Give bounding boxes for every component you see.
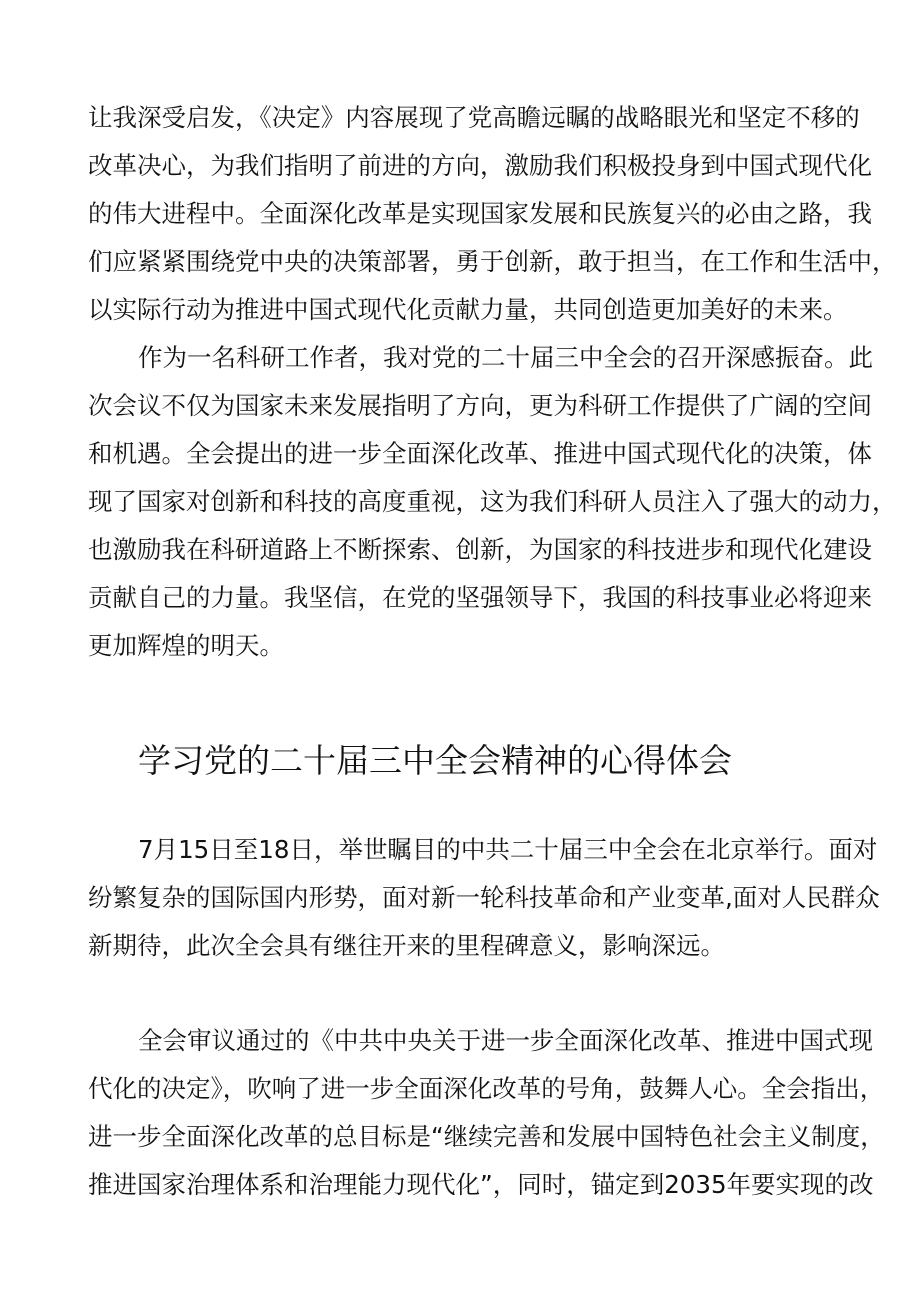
paragraph-line: 改革决心，为我们指明了前进的方向，激励我们积极投身到中国式现代化 bbox=[88, 151, 872, 180]
paragraph-line: 让我深受启发，《决定》内容展现了党高瞻远瞩的战略眼光和坚定不移的 bbox=[88, 103, 860, 132]
paragraph-line: 推进国家治理体系和治理能力现代化”，同时，锚定到2035年要实现的改 bbox=[88, 1170, 874, 1199]
paragraph-line: 以实际行动为推进中国式现代化贡献力量，共同创造更加美好的未来。 bbox=[88, 295, 848, 324]
paragraph-line: 也激励我在科研道路上不断探索、创新，为国家的科技进步和现代化建设 bbox=[88, 535, 872, 564]
paragraph-line: 的伟大进程中。全面深化改革是实现国家发展和民族复兴的必由之路，我 bbox=[88, 199, 872, 228]
paragraph-line: 代化的决定》，吹响了进一步全面深化改革的号角，鼓舞人心。全会指出， bbox=[88, 1074, 885, 1103]
paragraph-line: 贡献自己的力量。我坚信，在党的坚强领导下，我国的科技事业必将迎来 bbox=[88, 583, 872, 612]
paragraph-4 bbox=[88, 1017, 885, 1209]
paragraph-line: 进一步全面深化改革的总目标是“继续完善和发展中国特色社会主义制度， bbox=[88, 1122, 885, 1151]
paragraph-line: 次会议不仅为国家未来发展指明了方向，更为科研工作提供了广阔的空间 bbox=[88, 391, 872, 420]
paragraph-line: 和机遇。全会提出的进一步全面深化改革、推进中国式现代化的决策，体 bbox=[88, 439, 872, 468]
paragraph-line: 7月15日至18日，举世瞩目的中共二十届三中全会在北京举行。面对 bbox=[138, 835, 878, 864]
paragraph-1 bbox=[88, 94, 897, 334]
paragraph-line: 现了国家对创新和科技的高度重视，这为我们科研人员注入了强大的动力， bbox=[88, 487, 897, 516]
paragraph-line: 全会审议通过的《中共中央关于进一步全面深化改革、推进中国式现 bbox=[138, 1026, 873, 1055]
paragraph-2 bbox=[88, 334, 897, 670]
paragraph-line: 新期待，此次全会具有继往开来的里程碑意义，影响深远。 bbox=[88, 931, 725, 960]
paragraph-3 bbox=[88, 826, 880, 970]
paragraph-line: 更加辉煌的明天。 bbox=[88, 631, 284, 660]
paragraph-line: 们应紧紧围绕党中央的决策部署，勇于创新，敢于担当，在工作和生活中， bbox=[88, 247, 897, 276]
section-heading: 学习党的二十届三中全会精神的心得体会 bbox=[138, 741, 732, 780]
paragraph-line: 作为一名科研工作者，我对党的二十届三中全会的召开深感振奋。此 bbox=[138, 343, 873, 372]
paragraph-line: 纷繁复杂的国际国内形势，面对新一轮科技革命和产业变革,面对人民群众 bbox=[88, 883, 880, 912]
